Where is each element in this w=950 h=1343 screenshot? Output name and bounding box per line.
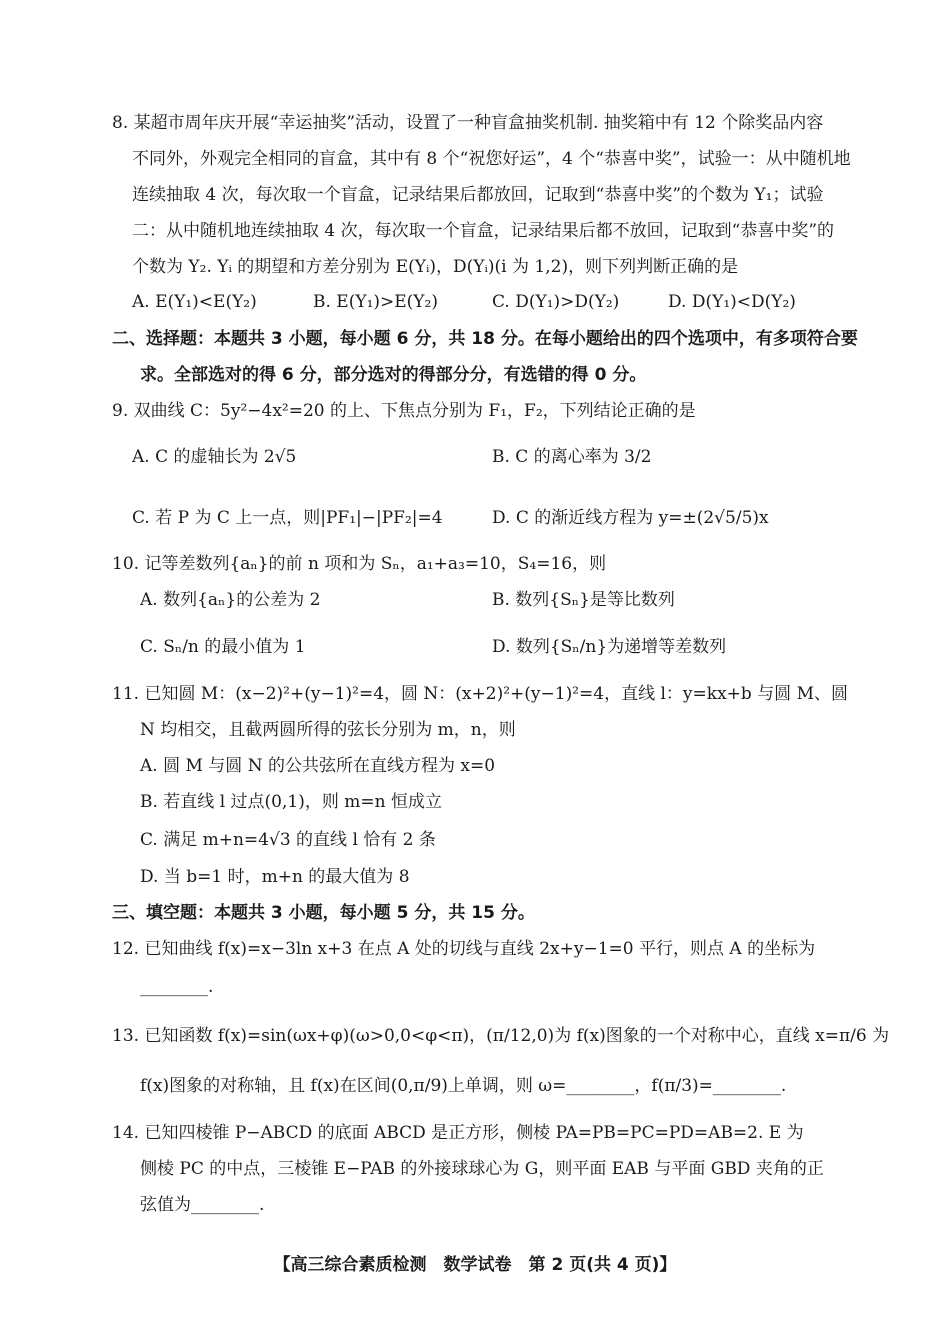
page-footer: 【高三综合素质检测 数学试卷 第 2 页(共 4 页)】 <box>273 1255 677 1275</box>
q11-line-1: 11. 已知圆 M：(x−2)²+(y−1)²=4，圆 N：(x+2)²+(y−1)²=4，直线 l：y=kx+b 与圆 M、圆 <box>112 684 848 704</box>
section-3-heading: 三、填空题：本题共 3 小题，每小题 5 分，共 15 分。 <box>112 903 535 923</box>
q8-option-a: A. E(Y₁)<E(Y₂) <box>132 292 257 312</box>
q10-stem: 10. 记等差数列{aₙ}的前 n 项和为 Sₙ，a₁+a₃=10，S₄=16，则 <box>112 554 607 574</box>
q11-option-c: C. 满足 m+n=4√3 的直线 l 恰有 2 条 <box>140 830 436 850</box>
q10-option-c: C. Sₙ/n 的最小值为 1 <box>140 637 306 657</box>
q8-option-c: C. D(Y₁)>D(Y₂) <box>492 292 620 312</box>
q11-option-a: A. 圆 M 与圆 N 的公共弦所在直线方程为 x=0 <box>140 756 496 776</box>
q14-line-1: 14. 已知四棱锥 P−ABCD 的底面 ABCD 是正方形，侧棱 PA=PB=PC=PD=AB=2. E 为 <box>112 1123 804 1143</box>
q13-line-2: f(x)图象的对称轴，且 f(x)在区间(0,π/9)上单调，则 ω=________，f(π/3)=________. <box>140 1076 787 1096</box>
section-2-heading-cont: 求。全部选对的得 6 分，部分选对的得部分分，有选错的得 0 分。 <box>140 365 647 385</box>
q8-option-d: D. D(Y₁)<D(Y₂) <box>668 292 796 312</box>
q14-line-2: 侧棱 PC 的中点，三棱锥 E−PAB 的外接球球心为 G，则平面 EAB 与平面 GBD 夹角的正 <box>140 1159 824 1179</box>
q8-line-4: 二：从中随机地连续抽取 4 次，每次取一个盲盒，记录结果后都不放回，记取到“恭喜中奖”的 <box>132 221 835 241</box>
q9-stem: 9. 双曲线 C：5y²−4x²=20 的上、下焦点分别为 F₁，F₂，下列结论正确的是 <box>112 401 696 421</box>
q13-line-1: 13. 已知函数 f(x)=sin(ωx+φ)(ω>0,0<φ<π)，(π/12,0)为 f(x)图象的一个对称中心，直线 x=π/6 为 <box>112 1026 890 1046</box>
q9-option-b: B. C 的离心率为 3/2 <box>492 447 652 467</box>
q8-line-5: 个数为 Y₂. Yᵢ 的期望和方差分别为 E(Yᵢ)，D(Yᵢ)(i 为 1,2)，则下列判断正确的是 <box>132 257 739 277</box>
q14-line-3: 弦值为________. <box>140 1195 265 1215</box>
q9-option-a: A. C 的虚轴长为 2√5 <box>132 447 297 467</box>
q11-line-2: N 均相交，且截两圆所得的弦长分别为 m，n，则 <box>140 720 516 740</box>
q11-option-d: D. 当 b=1 时，m+n 的最大值为 8 <box>140 867 410 887</box>
section-2-heading: 二、选择题：本题共 3 小题，每小题 6 分，共 18 分。在每小题给出的四个选项中，有多项符合要 <box>112 329 858 349</box>
q11-option-b: B. 若直线 l 过点(0,1)，则 m=n 恒成立 <box>140 792 442 812</box>
q8-line-2: 不同外，外观完全相同的盲盒，其中有 8 个“祝您好运”，4 个“恭喜中奖”，试验一：从中随机地 <box>132 149 851 169</box>
q8-line-1: 8. 某超市周年庆开展“幸运抽奖”活动，设置了一种盲盒抽奖机制. 抽奖箱中有 12 个除奖品内容 <box>112 113 824 133</box>
q8-option-b: B. E(Y₁)>E(Y₂) <box>313 292 438 312</box>
q10-option-b: B. 数列{Sₙ}是等比数列 <box>492 590 675 610</box>
q12-line-2: ________. <box>140 977 214 997</box>
q9-option-d: D. C 的渐近线方程为 y=±(2√5/5)x <box>492 508 769 528</box>
q8-line-3: 连续抽取 4 次，每次取一个盲盒，记录结果后都放回，记取到“恭喜中奖”的个数为 Y₁；试验 <box>132 185 824 205</box>
q12-line-1: 12. 已知曲线 f(x)=x−3ln x+3 在点 A 处的切线与直线 2x+y−1=0 平行，则点 A 的坐标为 <box>112 939 816 959</box>
q9-option-c: C. 若 P 为 C 上一点，则|PF₁|−|PF₂|=4 <box>132 508 443 528</box>
q10-option-a: A. 数列{aₙ}的公差为 2 <box>140 590 321 610</box>
q10-option-d: D. 数列{Sₙ/n}为递增等差数列 <box>492 637 727 657</box>
